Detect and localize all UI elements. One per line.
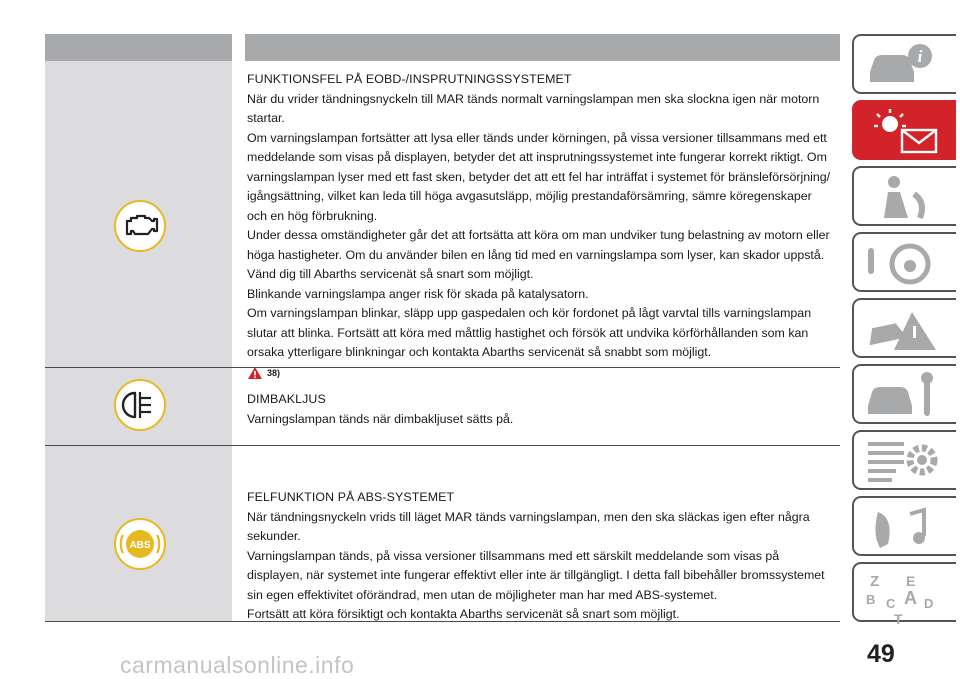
car-maintenance-icon — [864, 372, 944, 418]
svg-text:T: T — [894, 611, 903, 627]
icon-cell — [45, 61, 232, 368]
svg-text:E: E — [906, 573, 916, 589]
tab-index[interactable] — [852, 562, 956, 627]
svg-text:A: A — [904, 588, 917, 608]
row-divider — [45, 621, 840, 622]
multimedia-icon — [864, 504, 944, 550]
icon-cell — [45, 368, 232, 446]
paragraph: Blinkande varningslampa anger risk för skada på katalysatorn. — [247, 286, 589, 301]
tab-car-info[interactable] — [852, 34, 956, 94]
paragraph: Om varningslampan blinkar, släpp upp gaspedalen och kör fordonet på lågt varvtal tills varningslampan slutar att blinka. Fortsätt att köra med måttlig hastighet och försök att undvika körförhållanden som kan orsaka ytterligare blinkningar och kontakta Abarths servicenät så snabbt som möjligt. — [247, 306, 812, 359]
paragraph: Varningslampan tänds när dimbakljuset sätts på. — [247, 411, 514, 426]
tab-maintenance[interactable] — [852, 364, 956, 424]
tab-technical-data[interactable] — [852, 430, 956, 490]
paragraph: Fortsätt att köra försiktigt och kontakta Abarths servicenät så snart som möjligt. — [247, 607, 680, 621]
paragraph: När tändningsnyckeln vrids till läget MAR tänds varningslampan, men den ska släckas igen efter några sekunder. — [247, 509, 810, 543]
tab-warning-lights[interactable] — [852, 100, 956, 160]
tab-emergency[interactable] — [852, 298, 956, 358]
page-number: 49 — [867, 640, 895, 668]
tab-driving[interactable] — [852, 232, 956, 292]
abs-label: ABS — [129, 540, 151, 551]
rear-fog-light-icon — [113, 378, 167, 432]
paragraph: Under dessa omständigheter går det att fortsätta att köra om man undviker tung belastning av motorn eller höga hastigheter. Om du använder bilen en lång tid med en varningslampa som lyser, kan skador uppstå. Vänd dig till Abarths servicenät så snart som möjligt. — [247, 228, 830, 281]
tab-multimedia[interactable] — [852, 496, 956, 556]
svg-text:C: C — [886, 596, 896, 611]
svg-text:B: B — [866, 592, 876, 607]
svg-text:i: i — [917, 47, 923, 66]
steering-wheel-icon — [864, 240, 944, 286]
check-engine-icon — [113, 199, 167, 253]
section-title: DIMBAKLJUS — [247, 392, 326, 406]
emergency-breakdown-icon — [864, 306, 944, 352]
table-header — [45, 34, 840, 61]
tab-safety[interactable] — [852, 166, 956, 226]
paragraph: Varningslampan tänds, på vissa versioner tillsammans med ett särskilt meddelande som visas på displayen, när systemet inte fungerar effektivt eller inte är tillgängligt. I detta fall bibehåller bromssystemet sin egen effektivitet oförändrad, men utan de möjligheter man har med ABS-systemet. — [247, 548, 825, 602]
svg-text:Z: Z — [870, 573, 880, 590]
technical-data-icon — [864, 438, 944, 484]
section-title: FELFUNKTION PÅ ABS-SYSTEMET — [247, 490, 455, 504]
watermark: carmanualsonline.info — [120, 652, 355, 678]
abs-icon — [113, 517, 167, 571]
seatbelt-airbag-icon — [864, 174, 944, 220]
warning-ref-number: 38) — [267, 367, 281, 378]
paragraph: När du vrider tändningsnyckeln till MAR tänds normalt varningslampan men ska slockna igen när motorn startar. — [247, 91, 820, 125]
section-title: FUNKTIONSFEL PÅ EOBD-/INSPRUTNINGSSYSTEMET — [247, 72, 572, 86]
car-info-icon — [864, 42, 944, 88]
table-row — [45, 368, 840, 446]
table-header-text-col — [245, 34, 840, 61]
table-row — [45, 61, 840, 378]
text-cell — [247, 390, 832, 429]
alphabetical-index-icon — [864, 570, 944, 627]
warning-lights-icon — [864, 108, 944, 154]
text-cell — [247, 70, 832, 380]
table-row — [45, 446, 840, 622]
icon-cell — [45, 446, 232, 622]
table-header-icon-col — [45, 34, 232, 61]
text-cell — [247, 488, 832, 625]
svg-text:D: D — [924, 596, 934, 611]
paragraph: Om varningslampan fortsätter att lysa eller tänds under körningen, på vissa versioner tillsammans med ett meddelande som visas på displayen, betyder det att insprutningssystemet inte fungerar korrekt riktigt. Om varningslampan lyser med ett fast sken, betyder det att ett fel har inträffat i systemet för bränsleförsörjning/ igångsättning, vilket kan leda till höga avgasutsläpp, möjlig prestandaförsämring, sämre köregenskaper och en hög förbrukning. — [247, 130, 831, 223]
